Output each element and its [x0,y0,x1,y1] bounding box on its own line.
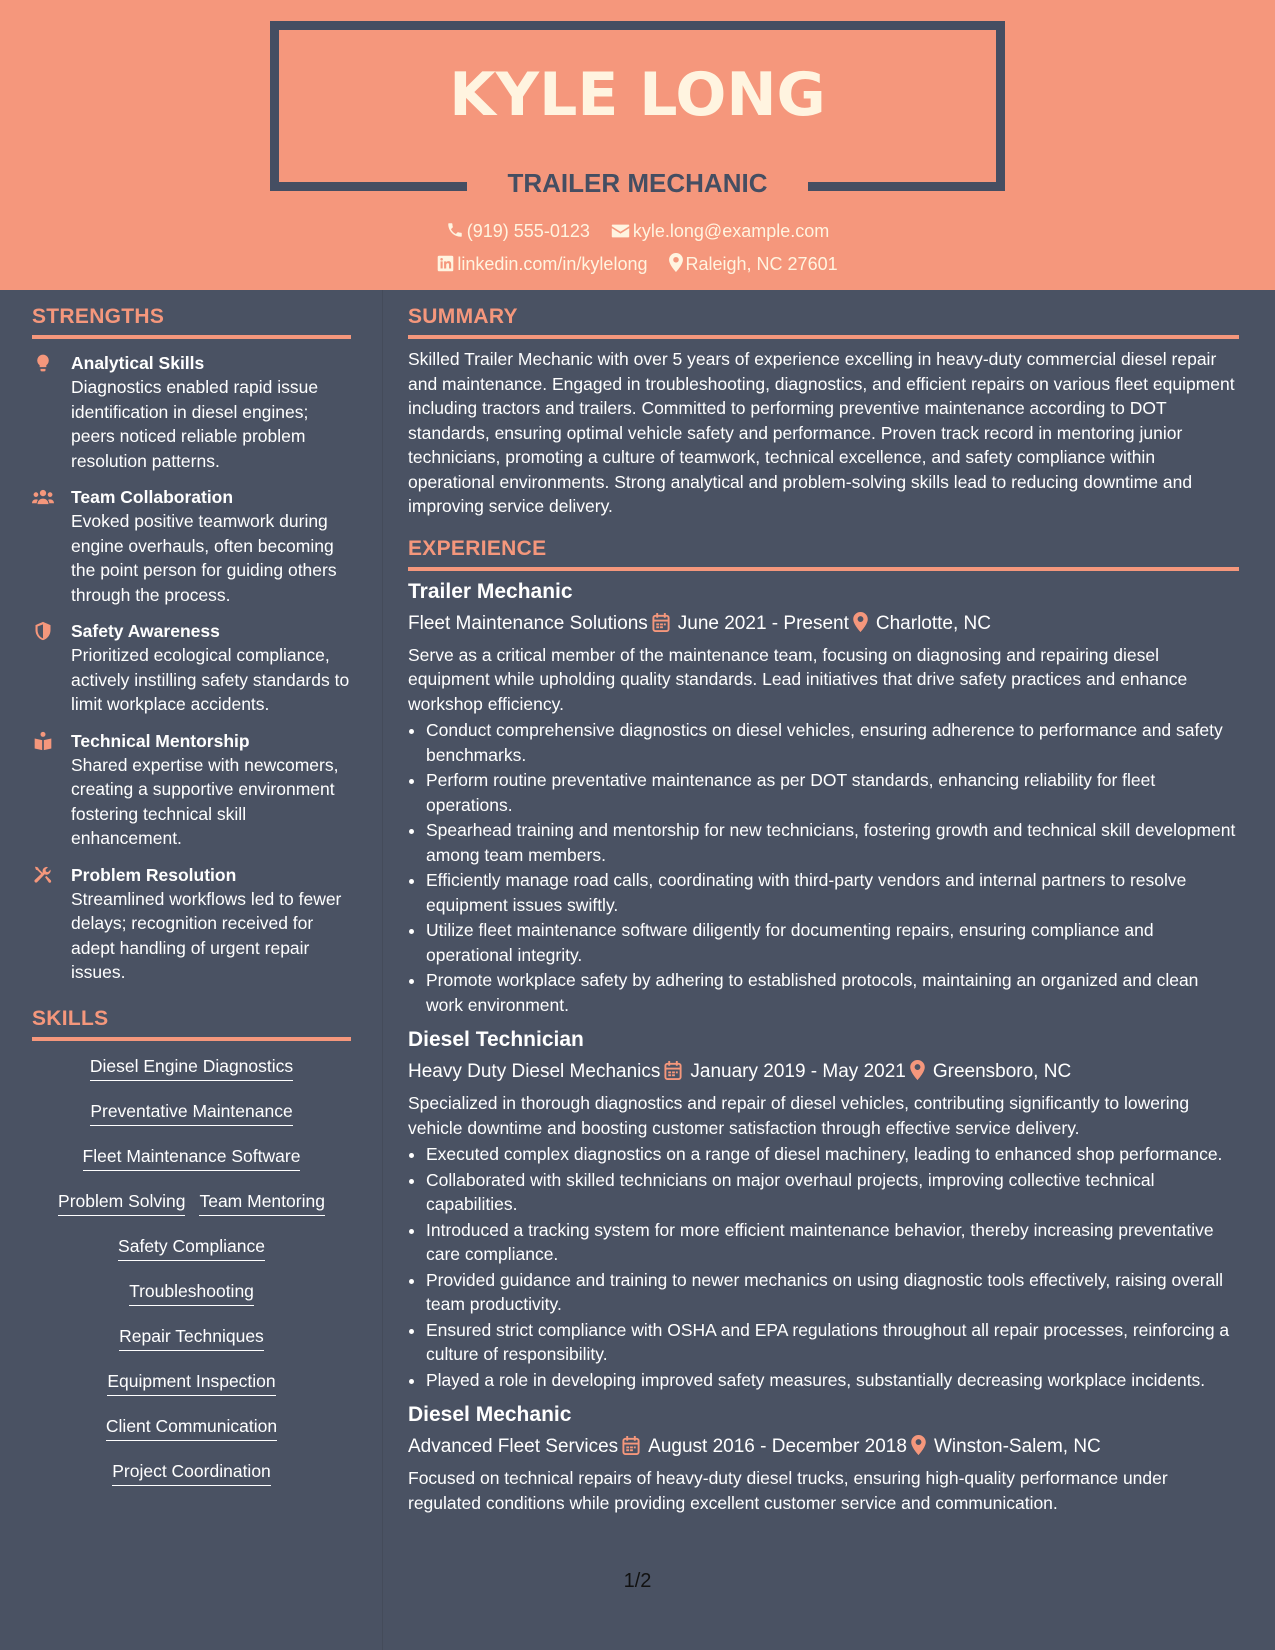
job-meta [408,1059,1239,1085]
strength-title: Problem Resolution [71,864,237,885]
skill-tag: Preventative Maintenance [90,1100,292,1126]
job-meta [408,611,1239,637]
company-name: Advanced Fleet Services [408,1436,619,1457]
job-bullet: • Introduced a tracking system for more efficient maintenance behavior, thereby increasing preventative care compliance. [426,1218,1239,1267]
map-pin-icon [853,612,868,632]
job-bullets [408,718,1239,1017]
calendar-icon [652,613,670,632]
strength-item [32,351,351,473]
calendar-icon [622,1436,640,1455]
map-pin-icon [910,1060,925,1080]
strength-item [32,619,351,717]
company-name: Heavy Duty Diesel Mechanics [408,1061,661,1082]
job-location: Greensboro, NC [932,1061,1072,1082]
summary-heading: SUMMARY [408,305,1239,339]
job-dates: January 2019 - May 2021 [690,1061,906,1082]
job-bullet: • Efficiently manage road calls, coordinating with third-party vendors and internal partners to resolve equipment issues swiftly. [426,868,1239,917]
skill-tag: Project Coordination [112,1460,271,1486]
job-description: Specialized in thorough diagnostics and repair of diesel vehicles, contributing significantly to lowering vehicle downtime and boosting customer satisfaction through effective service delivery. [408,1093,1190,1138]
strength-item [32,729,351,851]
job-dates: June 2021 - Present [677,612,849,634]
job-description: Focused on technical repairs of heavy-duty diesel trucks, ensuring high-quality performance under regulated conditions while providing excellent customer service and communication. [408,1468,1168,1513]
phone-contact[interactable] [446,221,590,242]
job-bullet: • Promote workplace safety by adhering to established protocols, maintaining an organized and clean work environment. [426,968,1239,1017]
map-pin-icon [911,1435,926,1455]
candidate-name: KYLE LONG [449,60,826,130]
left-column [32,305,351,1505]
strength-desc: Streamlined workflows led to fewer delays; recognition received for adept handling of urgent repair issues. [71,888,342,982]
job-dates: August 2016 - December 2018 [648,1436,907,1457]
page-number: 1/2 [623,1570,652,1592]
envelope-icon [611,223,630,239]
skill-tag: Repair Techniques [119,1325,264,1351]
job-entry [408,1402,1239,1515]
users-icon [32,487,54,507]
calendar-icon [664,1061,682,1080]
job-bullet: • Executed complex diagnostics on a range of diesel machinery, leading to enhanced shop performance. [426,1142,1239,1167]
job-entry [408,1027,1239,1392]
strength-desc: Evoked positive teamwork during engine overhauls, often becoming the point person for guiding others through the process. [71,511,337,605]
strength-desc: Prioritized ecological compliance, actively instilling safety standards to limit workplace accidents. [71,645,350,714]
strength-title: Team Collaboration [71,487,234,507]
column-divider [382,290,383,1650]
skill-tag: Diesel Engine Diagnostics [90,1055,293,1081]
strength-item [32,485,351,607]
job-location: Winston-Salem, NC [933,1436,1101,1457]
skill-tag: Equipment Inspection [107,1370,275,1396]
location-contact [669,253,838,275]
job-bullet: • Perform routine preventative maintenance as per DOT standards, enhancing reliability for fleet operations. [426,768,1239,817]
job-description: Serve as a critical member of the maintenance team, focusing on diagnosing and repairing diesel equipment while upholding quality standards. Lead initiatives that drive safety practices and enhance workshop efficiency. [408,644,1188,714]
strength-title: Technical Mentorship [71,730,250,751]
experience-heading: EXPERIENCE [408,537,1239,571]
job-entry [408,579,1239,1018]
map-pin-icon [669,253,683,272]
candidate-title: TRAILER MECHANIC [507,168,768,198]
skill-tag: Safety Compliance [118,1235,265,1261]
summary-text: Skilled Trailer Mechanic with over 5 years of experience excelling in heavy-duty commercial diesel repair and maintenance. Engaged in troubleshooting, diagnostics, and efficient repairs on various fleet equipment including tractors and trailers. Committed to performing preventive maintenance according to DOT standards, ensuring optimal vehicle safety and performance. Proven track record in mentoring junior technicians, promoting a culture of teamwork, technical excellence, and safety compliance within operational environments. Strong analytical and problem-solving skills lead to reducing downtime and improving service delivery. [408,349,1235,516]
strength-desc: Shared expertise with newcomers, creating a supportive environment fostering technical skill enhancement. [71,754,339,848]
job-title: Trailer Mechanic [408,579,573,603]
skill-tag: Problem Solving [58,1190,185,1216]
job-bullet: • Collaborated with skilled technicians on major overhaul projects, improving collective technical capabilities. [426,1168,1239,1217]
strength-title: Safety Awareness [71,621,220,641]
email-contact[interactable] [611,221,829,242]
job-title: Diesel Mechanic [408,1403,572,1426]
job-bullet: • Spearhead training and mentorship for new technicians, fostering growth and technical skill development among team members. [426,818,1239,867]
job-title: Diesel Technician [408,1028,584,1051]
mentor-icon [32,731,54,751]
lightbulb-icon [32,353,54,373]
strength-title: Analytical Skills [71,353,205,373]
skills-heading: SKILLS [32,1007,351,1041]
strength-desc: Diagnostics enabled rapid issue identification in diesel engines; peers noticed reliable problem resolution patterns. [71,377,319,471]
job-meta [408,1434,1239,1460]
job-bullets [408,1142,1239,1392]
job-bullet: • Ensured strict compliance with OSHA and EPA regulations throughout all repair processes, reinforcing a culture of responsibility. [426,1318,1239,1367]
strength-item [32,863,351,985]
job-bullet: • Utilize fleet maintenance software diligently for documenting repairs, ensuring compliance and operational integrity. [426,918,1239,967]
skill-tag: Team Mentoring [199,1190,324,1216]
phone-text: (919) 555-0123 [466,221,590,241]
skill-tag: Client Communication [106,1415,277,1441]
shield-icon [32,621,54,641]
skill-tag: Fleet Maintenance Software [83,1145,301,1171]
linkedin-text: linkedin.com/in/kylelong [457,254,648,274]
contact-row-2 [0,253,1275,275]
job-bullet: • Conduct comprehensive diagnostics on diesel vehicles, ensuring adherence to performance and safety benchmarks. [426,718,1239,767]
phone-icon [446,221,464,239]
right-column [408,305,1239,1515]
linkedin-icon [437,255,454,272]
job-bullet: • Played a role in developing improved safety measures, substantially decreasing workplace incidents. [426,1368,1239,1393]
linkedin-contact[interactable] [437,254,647,275]
contact-row-1 [0,221,1275,242]
company-name: Fleet Maintenance Solutions [408,612,648,634]
email-text: kyle.long@example.com [632,221,830,241]
job-location: Charlotte, NC [875,612,991,634]
strengths-heading: STRENGTHS [32,305,351,339]
job-bullet: • Provided guidance and training to newer mechanics on using diagnostic tools effectively, raising overall team productivity. [426,1268,1239,1317]
location-text: Raleigh, NC 27601 [685,254,838,274]
skills-list [32,1055,351,1505]
skill-tag: Troubleshooting [129,1280,254,1306]
tools-icon [32,865,54,885]
